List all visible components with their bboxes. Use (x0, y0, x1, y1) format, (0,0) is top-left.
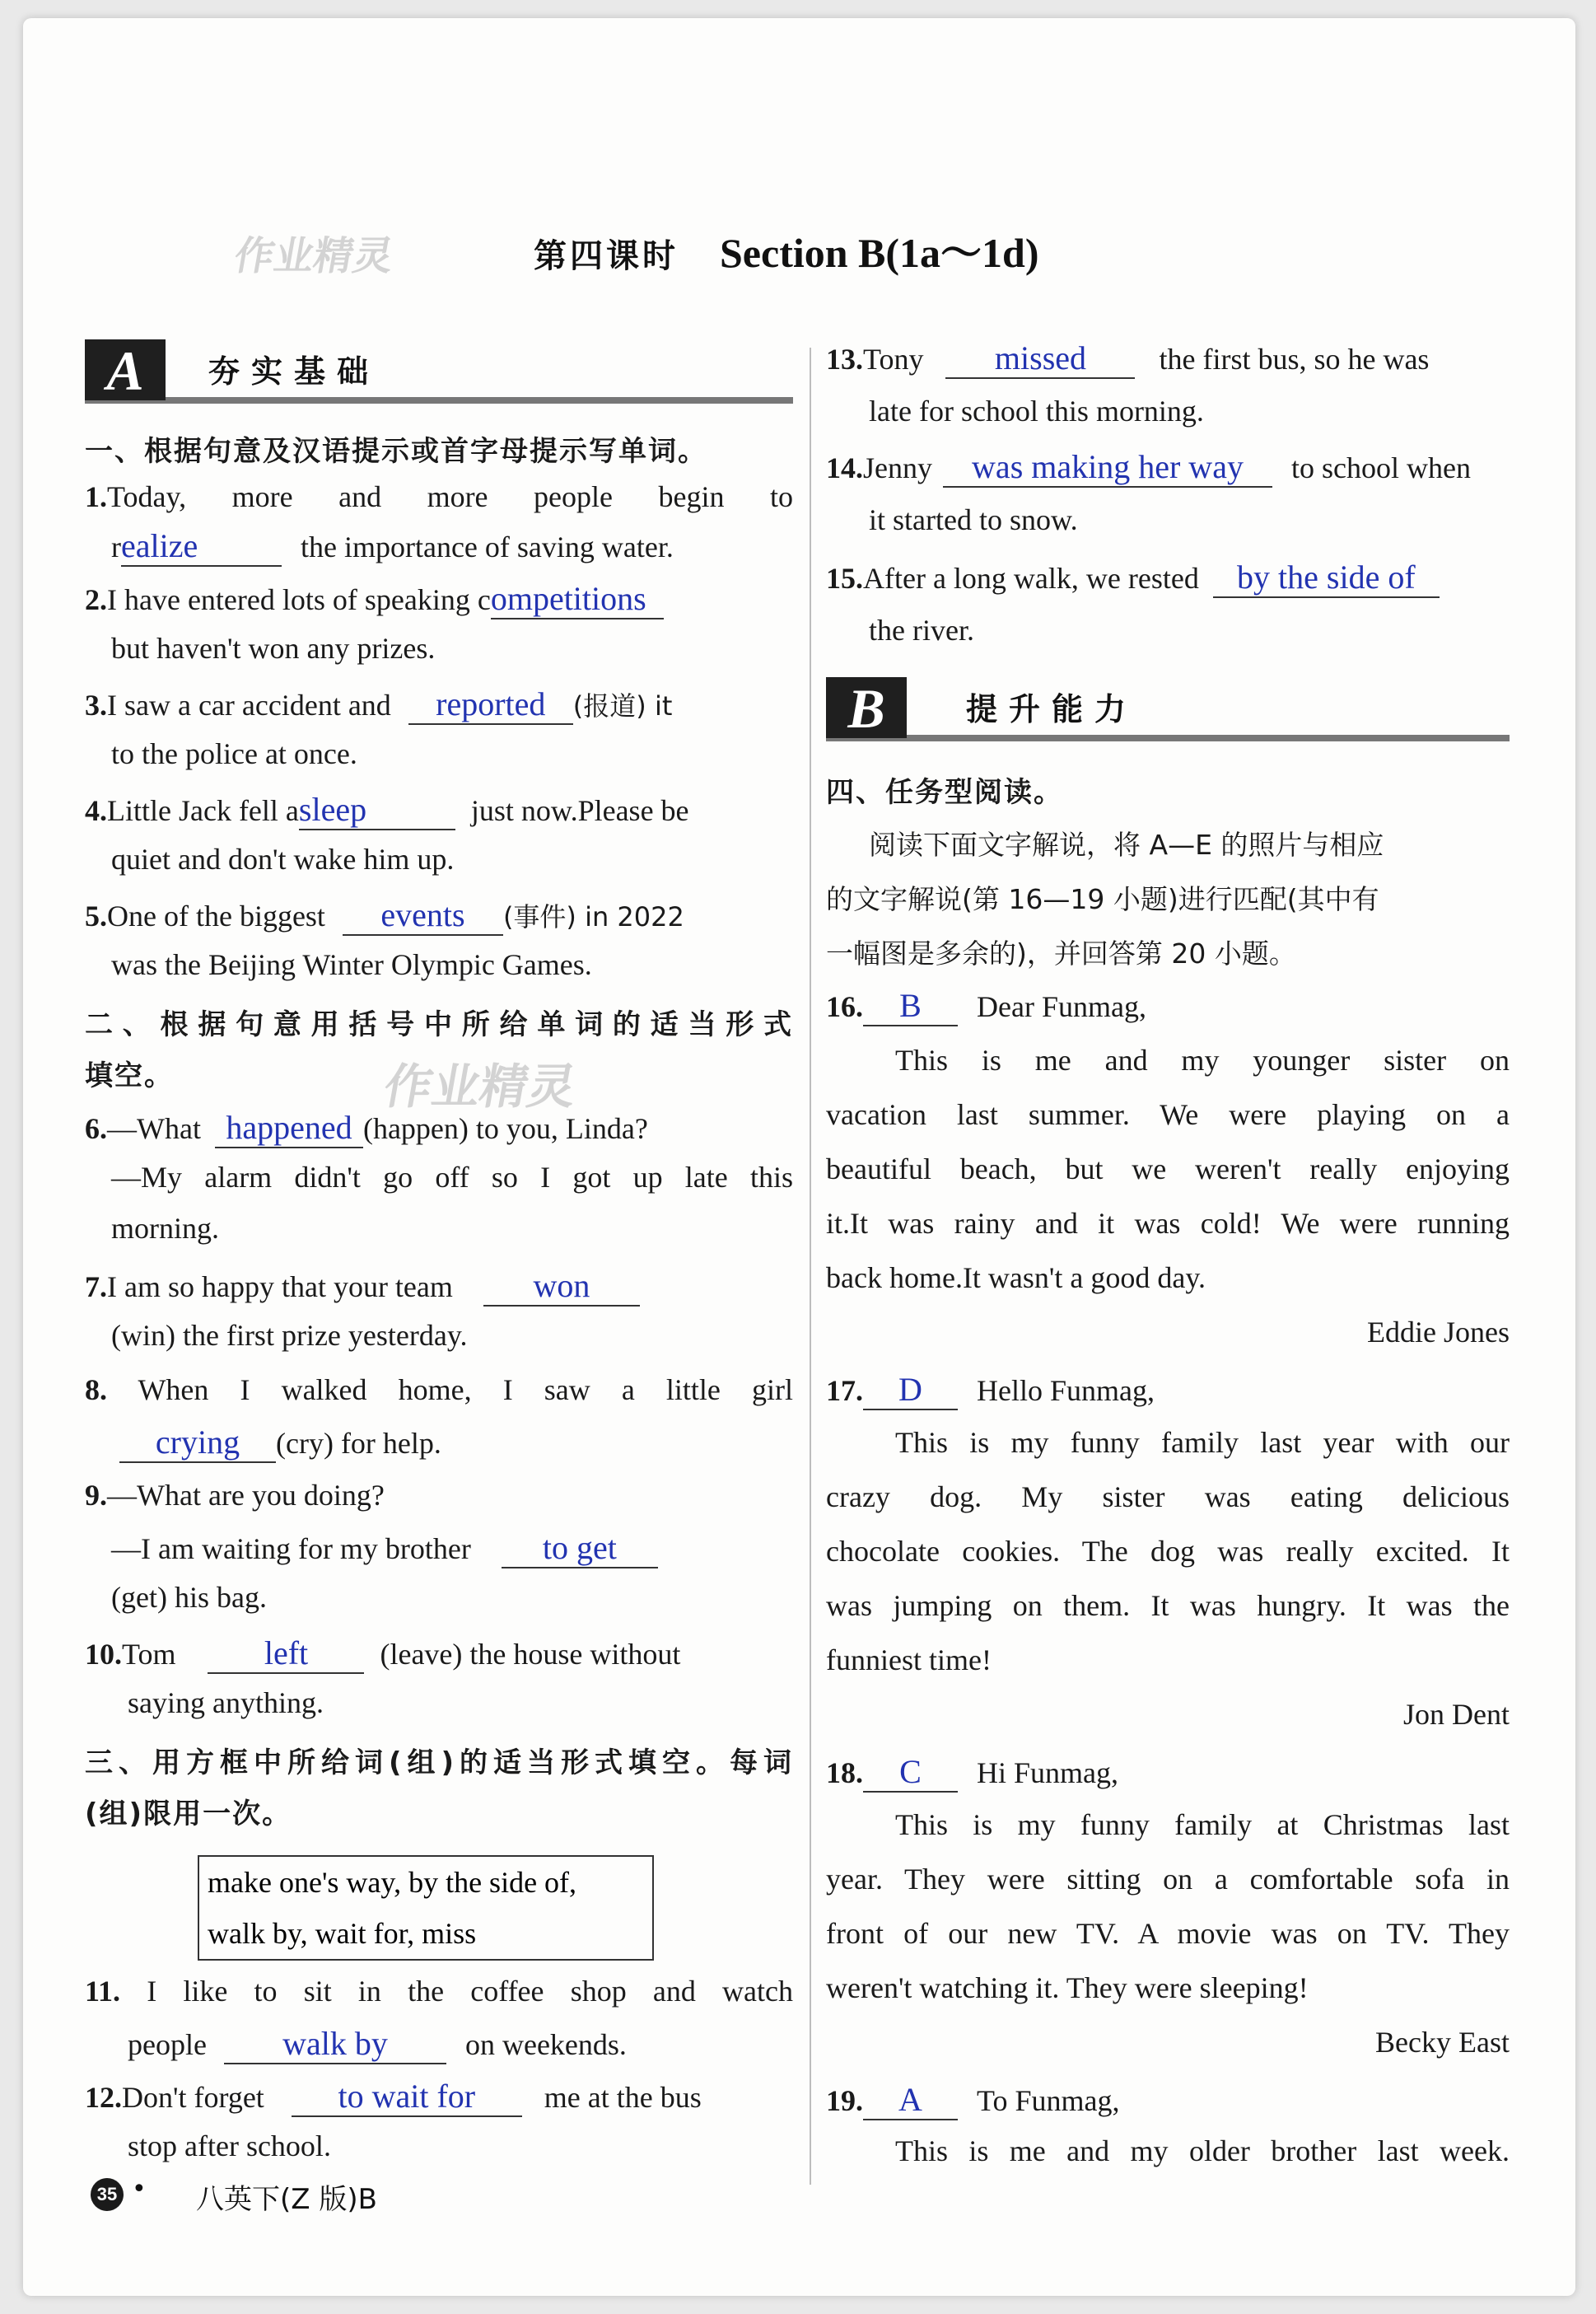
q3-line1: 3.I saw a car accident and reported (报道) it (85, 685, 672, 725)
q19-answer: A (863, 2081, 958, 2120)
part3-heading-1: 三、用方框中所给词(组)的适当形式填空。每词 (85, 1746, 793, 1779)
q18-l1: This is my funny family at Christmas last (895, 1808, 1510, 1841)
q16-l4: it.It was rainy and it was cold! We were running (826, 1207, 1510, 1240)
footer-dot: • (132, 2175, 147, 2204)
q2-answer: ompetitions (491, 580, 664, 619)
q18-answer: C (863, 1753, 958, 1793)
q8-answer: crying (119, 1423, 276, 1463)
q14-answer: was making her way (943, 448, 1272, 488)
q18-l2: year. They were sitting on a comfortable sofa in (826, 1863, 1510, 1896)
q17-l1: This is my funny family last year with our (895, 1426, 1510, 1459)
q5-line2: was the Beijing Winter Olympic Games. (111, 948, 592, 981)
lesson-label: 第四课时 (534, 237, 679, 275)
page-title (534, 220, 1039, 279)
section-b-header (826, 677, 1510, 741)
q11-line1: 11. I like to sit in the coffee shop and watch (85, 1975, 793, 2008)
part2-heading-1: 二、根据句意用括号中所给单词的适当形式 (85, 1008, 793, 1041)
q17-l2: crazy dog. My sister was eating delicious (826, 1480, 1510, 1513)
q19-header: 19. A To Funmag, (826, 2081, 1119, 2120)
q8-line1: 8. When I walked home, I saw a little girl (85, 1373, 793, 1406)
q15-answer: by the side of (1213, 559, 1440, 598)
q7-line2: (win) the first prize yesterday. (111, 1319, 468, 1352)
q12-line1: 12.Don't forget to wait for me at the bus (85, 2078, 702, 2117)
q16-header: 16. B Dear Funmag, (826, 987, 1146, 1026)
q16-answer: B (863, 987, 958, 1026)
q17-signature: Jon Dent (1403, 1698, 1510, 1731)
q17-l3: chocolate cookies. The dog was really excited. It (826, 1535, 1510, 1568)
q4-line2: quiet and don't wake him up. (111, 843, 455, 876)
q1-line1: 1.Today, more and more people begin to (85, 480, 793, 513)
watermark-title: 作业精灵 (231, 233, 398, 279)
intro-line2: 的文字解说(第 16—19 小题)进行匹配(其中有 (826, 883, 1379, 915)
q4-line1: 4.Little Jack fell asleep just now.Please be (85, 791, 689, 830)
section-title: Section B(1a～1d) (720, 230, 1039, 276)
q9-line2: —I am waiting for my brother to get (111, 1529, 658, 1568)
part3-heading-2: (组)限用一次。 (85, 1797, 292, 1830)
workbook-page (23, 18, 1575, 2296)
q6-line3: morning. (111, 1212, 219, 1245)
q11-answer: walk by (224, 2025, 446, 2064)
q9-line1: 9.—What are you doing? (85, 1479, 385, 1512)
intro-line3: 一幅图是多余的)，并回答第 20 小题。 (826, 937, 1296, 970)
q9-answer: to get (502, 1529, 658, 1568)
q16-l3: beautiful beach, but we weren't really enjoying (826, 1152, 1510, 1185)
word-box-line2: walk by, wait for, miss (208, 1917, 477, 1950)
q7-line1: 7.I am so happy that your team won (85, 1267, 640, 1307)
q17-l4: was jumping on them. It was hungry. It was the (826, 1589, 1510, 1622)
q5-answer: events (343, 896, 503, 936)
part1-heading: 一、根据句意及汉语提示或首字母提示写单词。 (85, 435, 707, 468)
part4-heading: 四、任务型阅读。 (826, 776, 1063, 809)
q15-line2: the river. (869, 614, 974, 647)
page-number: 35 (91, 2178, 124, 2211)
column-divider (810, 348, 811, 2185)
word-box-line1: make one's way, by the side of, (208, 1866, 577, 1899)
part2-heading-2: 填空。 (85, 1059, 174, 1092)
q10-answer: left (208, 1634, 364, 1674)
q13-line1: 13.Tony missed the first bus, so he was (826, 339, 1429, 379)
q7-answer: won (483, 1267, 640, 1307)
section-a-header (85, 339, 793, 404)
intro-line1: 阅读下面文字解说，将 A—E 的照片与相应 (869, 829, 1384, 861)
section-b-badge: B (826, 677, 907, 738)
q12-line2: stop after school. (128, 2129, 331, 2162)
q18-l3: front of our new TV. A movie was on TV. They (826, 1917, 1510, 1950)
watermark-mid: 作业精灵 (380, 1059, 581, 1115)
book-label: 八英下(Z 版)B (196, 2183, 377, 2216)
q2-line1: 2.I have entered lots of speaking competitions (85, 580, 664, 619)
q6-answer: happened (215, 1109, 363, 1148)
q6-line1: 6.—What happened (happen) to you, Linda? (85, 1109, 648, 1148)
q16-l5: back home.It wasn't a good day. (826, 1261, 1206, 1294)
q11-line2: people walk by on weekends. (128, 2025, 627, 2064)
q18-signature: Becky East (1375, 2026, 1510, 2059)
section-a-badge: A (85, 339, 166, 400)
section-a-label: 夯实基础 (208, 353, 380, 390)
q1-answer: ealize (121, 527, 282, 567)
q8-line2: crying (cry) for help. (119, 1423, 441, 1463)
q13-line2: late for school this morning. (869, 395, 1204, 428)
q17-header: 17. D Hello Funmag, (826, 1371, 1155, 1410)
word-box (198, 1855, 654, 1961)
q6-line2: —My alarm didn't go off so I got up late this (111, 1161, 793, 1194)
q16-l1: This is me and my younger sister on (895, 1044, 1510, 1077)
q16-signature: Eddie Jones (1367, 1316, 1510, 1349)
section-a-rule (85, 397, 793, 404)
q10-line2: saying anything. (128, 1686, 324, 1719)
q3-answer: reported (408, 685, 573, 725)
q13-answer: missed (945, 339, 1135, 379)
q4-answer: sleep (299, 791, 455, 830)
q12-answer: to wait for (292, 2078, 522, 2117)
q5-line1: 5.One of the biggest events (事件) in 2022 (85, 896, 684, 936)
q16-l2: vacation last summer. We were playing on a (826, 1098, 1510, 1131)
section-b-label: 提升能力 (966, 691, 1138, 727)
section-b-rule (826, 735, 1510, 741)
q14-line2: it started to snow. (869, 503, 1078, 536)
q18-header: 18. C Hi Funmag, (826, 1753, 1118, 1793)
q1-line2: realize the importance of saving water. (111, 527, 674, 567)
q19-l1: This is me and my older brother last week. (895, 2134, 1510, 2167)
q15-line1: 15.After a long walk, we rested by the side of (826, 559, 1440, 598)
q9-line3: (get) his bag. (111, 1581, 267, 1614)
q2-line2: but haven't won any prizes. (111, 632, 436, 665)
q18-l4: weren't watching it. They were sleeping! (826, 1971, 1309, 2004)
q3-line2: to the police at once. (111, 737, 357, 770)
q17-l5: funniest time! (826, 1643, 992, 1676)
q14-line1: 14.Jenny was making her way to school when (826, 448, 1471, 488)
q10-line1: 10.Tom left (leave) the house without (85, 1634, 680, 1674)
q17-answer: D (863, 1371, 958, 1410)
